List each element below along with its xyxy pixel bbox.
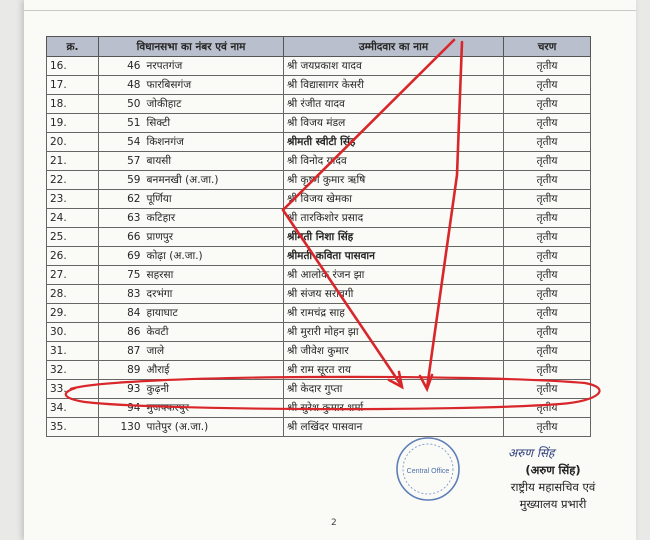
row-candidate-name: श्री जयप्रकाश यादव bbox=[284, 57, 504, 76]
row-serial: 29. bbox=[47, 304, 99, 323]
row-constituency-name: कुढ़नी bbox=[144, 380, 284, 399]
row-phase: तृतीय bbox=[504, 285, 591, 304]
table-row bbox=[47, 133, 591, 152]
header-candidate: उम्मीदवार का नाम bbox=[284, 37, 504, 57]
row-phase: तृतीय bbox=[504, 171, 591, 190]
row-candidate-name: श्री सुरेश कुमार शर्मा bbox=[284, 399, 504, 418]
row-serial: 34. bbox=[47, 399, 99, 418]
row-candidate-name: श्री संजय सरावगी bbox=[284, 285, 504, 304]
row-phase: तृतीय bbox=[504, 342, 591, 361]
table-row bbox=[47, 228, 591, 247]
row-constituency-number: 89 bbox=[99, 361, 144, 380]
header-serial: क्र. bbox=[47, 37, 99, 57]
table-row bbox=[47, 399, 591, 418]
row-constituency-number: 63 bbox=[99, 209, 144, 228]
row-constituency-number: 130 bbox=[99, 418, 144, 437]
row-serial: 23. bbox=[47, 190, 99, 209]
row-phase: तृतीय bbox=[504, 247, 591, 266]
signer-block bbox=[468, 462, 638, 513]
row-serial: 32. bbox=[47, 361, 99, 380]
row-constituency-name: जाले bbox=[144, 342, 284, 361]
row-constituency-number: 93 bbox=[99, 380, 144, 399]
row-constituency-name: केवटी bbox=[144, 323, 284, 342]
row-constituency-number: 51 bbox=[99, 114, 144, 133]
top-border-line bbox=[24, 10, 636, 11]
row-constituency-number: 83 bbox=[99, 285, 144, 304]
row-constituency-name: दरभंगा bbox=[144, 285, 284, 304]
table-header-row bbox=[47, 37, 591, 57]
row-candidate-name: श्री रंजीत यादव bbox=[284, 95, 504, 114]
row-constituency-number: 57 bbox=[99, 152, 144, 171]
table-row bbox=[47, 247, 591, 266]
row-constituency-name: जोकीहाट bbox=[144, 95, 284, 114]
row-serial: 18. bbox=[47, 95, 99, 114]
row-constituency-number: 69 bbox=[99, 247, 144, 266]
row-candidate-name: श्री कृष्ण कुमार ऋषि bbox=[284, 171, 504, 190]
row-phase: तृतीय bbox=[504, 209, 591, 228]
row-phase: तृतीय bbox=[504, 228, 591, 247]
row-phase: तृतीय bbox=[504, 266, 591, 285]
row-serial: 16. bbox=[47, 57, 99, 76]
table-row bbox=[47, 171, 591, 190]
signer-name: (अरुण सिंह) bbox=[525, 463, 581, 477]
row-candidate-name: श्री आलोक रंजन झा bbox=[284, 266, 504, 285]
row-phase: तृतीय bbox=[504, 76, 591, 95]
header-constituency: विधानसभा का नंबर एवं नाम bbox=[99, 37, 284, 57]
table-row bbox=[47, 152, 591, 171]
row-candidate-name: श्री विनोद यादव bbox=[284, 152, 504, 171]
row-serial: 24. bbox=[47, 209, 99, 228]
row-candidate-name: श्री केदार गुप्ता bbox=[284, 380, 504, 399]
row-constituency-name: औराई bbox=[144, 361, 284, 380]
row-serial: 28. bbox=[47, 285, 99, 304]
header-phase: चरण bbox=[504, 37, 591, 57]
row-constituency-name: सिक्टी bbox=[144, 114, 284, 133]
table-row bbox=[47, 361, 591, 380]
row-phase: तृतीय bbox=[504, 304, 591, 323]
table-row bbox=[47, 114, 591, 133]
row-constituency-name: कटिहार bbox=[144, 209, 284, 228]
table-row bbox=[47, 57, 591, 76]
candidate-table bbox=[46, 36, 591, 437]
row-constituency-number: 50 bbox=[99, 95, 144, 114]
row-phase: तृतीय bbox=[504, 190, 591, 209]
row-phase: तृतीय bbox=[504, 95, 591, 114]
row-constituency-number: 54 bbox=[99, 133, 144, 152]
signature-scribble: अरुण सिंह bbox=[508, 446, 555, 460]
table-row bbox=[47, 342, 591, 361]
row-serial: 33. bbox=[47, 380, 99, 399]
row-candidate-name: श्रीमती निशा सिंह bbox=[284, 228, 504, 247]
row-constituency-name: कोढ़ा (अ.जा.) bbox=[144, 247, 284, 266]
row-candidate-name: श्री राम सूरत राय bbox=[284, 361, 504, 380]
row-constituency-number: 48 bbox=[99, 76, 144, 95]
row-phase: तृतीय bbox=[504, 399, 591, 418]
row-constituency-name: फारबिसगंज bbox=[144, 76, 284, 95]
row-phase: तृतीय bbox=[504, 380, 591, 399]
row-phase: तृतीय bbox=[504, 114, 591, 133]
row-constituency-name: बनमनखी (अ.जा.) bbox=[144, 171, 284, 190]
row-serial: 30. bbox=[47, 323, 99, 342]
table-row bbox=[47, 190, 591, 209]
row-phase: तृतीय bbox=[504, 361, 591, 380]
table-row bbox=[47, 304, 591, 323]
row-candidate-name: श्री विद्यासागर केसरी bbox=[284, 76, 504, 95]
row-serial: 26. bbox=[47, 247, 99, 266]
row-phase: तृतीय bbox=[504, 57, 591, 76]
row-phase: तृतीय bbox=[504, 323, 591, 342]
row-constituency-name: नरपतगंज bbox=[144, 57, 284, 76]
row-candidate-name: श्री रामचंद्र साह bbox=[284, 304, 504, 323]
row-candidate-name: श्री विजय खेमका bbox=[284, 190, 504, 209]
row-serial: 21. bbox=[47, 152, 99, 171]
table-row bbox=[47, 380, 591, 399]
table-row bbox=[47, 285, 591, 304]
row-constituency-number: 46 bbox=[99, 57, 144, 76]
page-number: 2 bbox=[331, 518, 337, 528]
row-constituency-number: 62 bbox=[99, 190, 144, 209]
table-row bbox=[47, 76, 591, 95]
row-serial: 22. bbox=[47, 171, 99, 190]
row-constituency-number: 87 bbox=[99, 342, 144, 361]
row-constituency-name: प्राणपुर bbox=[144, 228, 284, 247]
row-constituency-name: पूर्णिया bbox=[144, 190, 284, 209]
row-constituency-name: मुजफ्फरपुर bbox=[144, 399, 284, 418]
signer-title-line2: मुख्यालय प्रभारी bbox=[519, 497, 587, 511]
row-serial: 20. bbox=[47, 133, 99, 152]
row-candidate-name: श्री मुरारी मोहन झा bbox=[284, 323, 504, 342]
row-constituency-number: 84 bbox=[99, 304, 144, 323]
row-constituency-name: हायाघाट bbox=[144, 304, 284, 323]
row-serial: 25. bbox=[47, 228, 99, 247]
row-constituency-number: 86 bbox=[99, 323, 144, 342]
row-constituency-number: 66 bbox=[99, 228, 144, 247]
row-phase: तृतीय bbox=[504, 418, 591, 437]
row-candidate-name: श्री तारकिशोर प्रसाद bbox=[284, 209, 504, 228]
row-serial: 27. bbox=[47, 266, 99, 285]
table-row bbox=[47, 209, 591, 228]
row-constituency-name: सहरसा bbox=[144, 266, 284, 285]
table-row bbox=[47, 323, 591, 342]
row-constituency-number: 59 bbox=[99, 171, 144, 190]
row-constituency-name: किशनगंज bbox=[144, 133, 284, 152]
row-serial: 17. bbox=[47, 76, 99, 95]
row-candidate-name: श्रीमती स्वीटी सिंह bbox=[284, 133, 504, 152]
row-phase: तृतीय bbox=[504, 152, 591, 171]
row-candidate-name: श्री लखिंदर पासवान bbox=[284, 418, 504, 437]
row-phase: तृतीय bbox=[504, 133, 591, 152]
table-row bbox=[47, 418, 591, 437]
row-serial: 31. bbox=[47, 342, 99, 361]
stamp-label: Central Office bbox=[406, 468, 450, 475]
row-candidate-name: श्री जीवेश कुमार bbox=[284, 342, 504, 361]
row-constituency-name: पातेपुर (अ.जा.) bbox=[144, 418, 284, 437]
row-constituency-number: 75 bbox=[99, 266, 144, 285]
row-constituency-number: 94 bbox=[99, 399, 144, 418]
row-serial: 35. bbox=[47, 418, 99, 437]
table-row bbox=[47, 266, 591, 285]
signer-title-line1: राष्ट्रीय महासचिव एवं bbox=[510, 480, 596, 494]
table-row bbox=[47, 95, 591, 114]
row-candidate-name: श्रीमती कविता पासवान bbox=[284, 247, 504, 266]
row-constituency-name: बायसी bbox=[144, 152, 284, 171]
row-candidate-name: श्री विजय मंडल bbox=[284, 114, 504, 133]
row-serial: 19. bbox=[47, 114, 99, 133]
